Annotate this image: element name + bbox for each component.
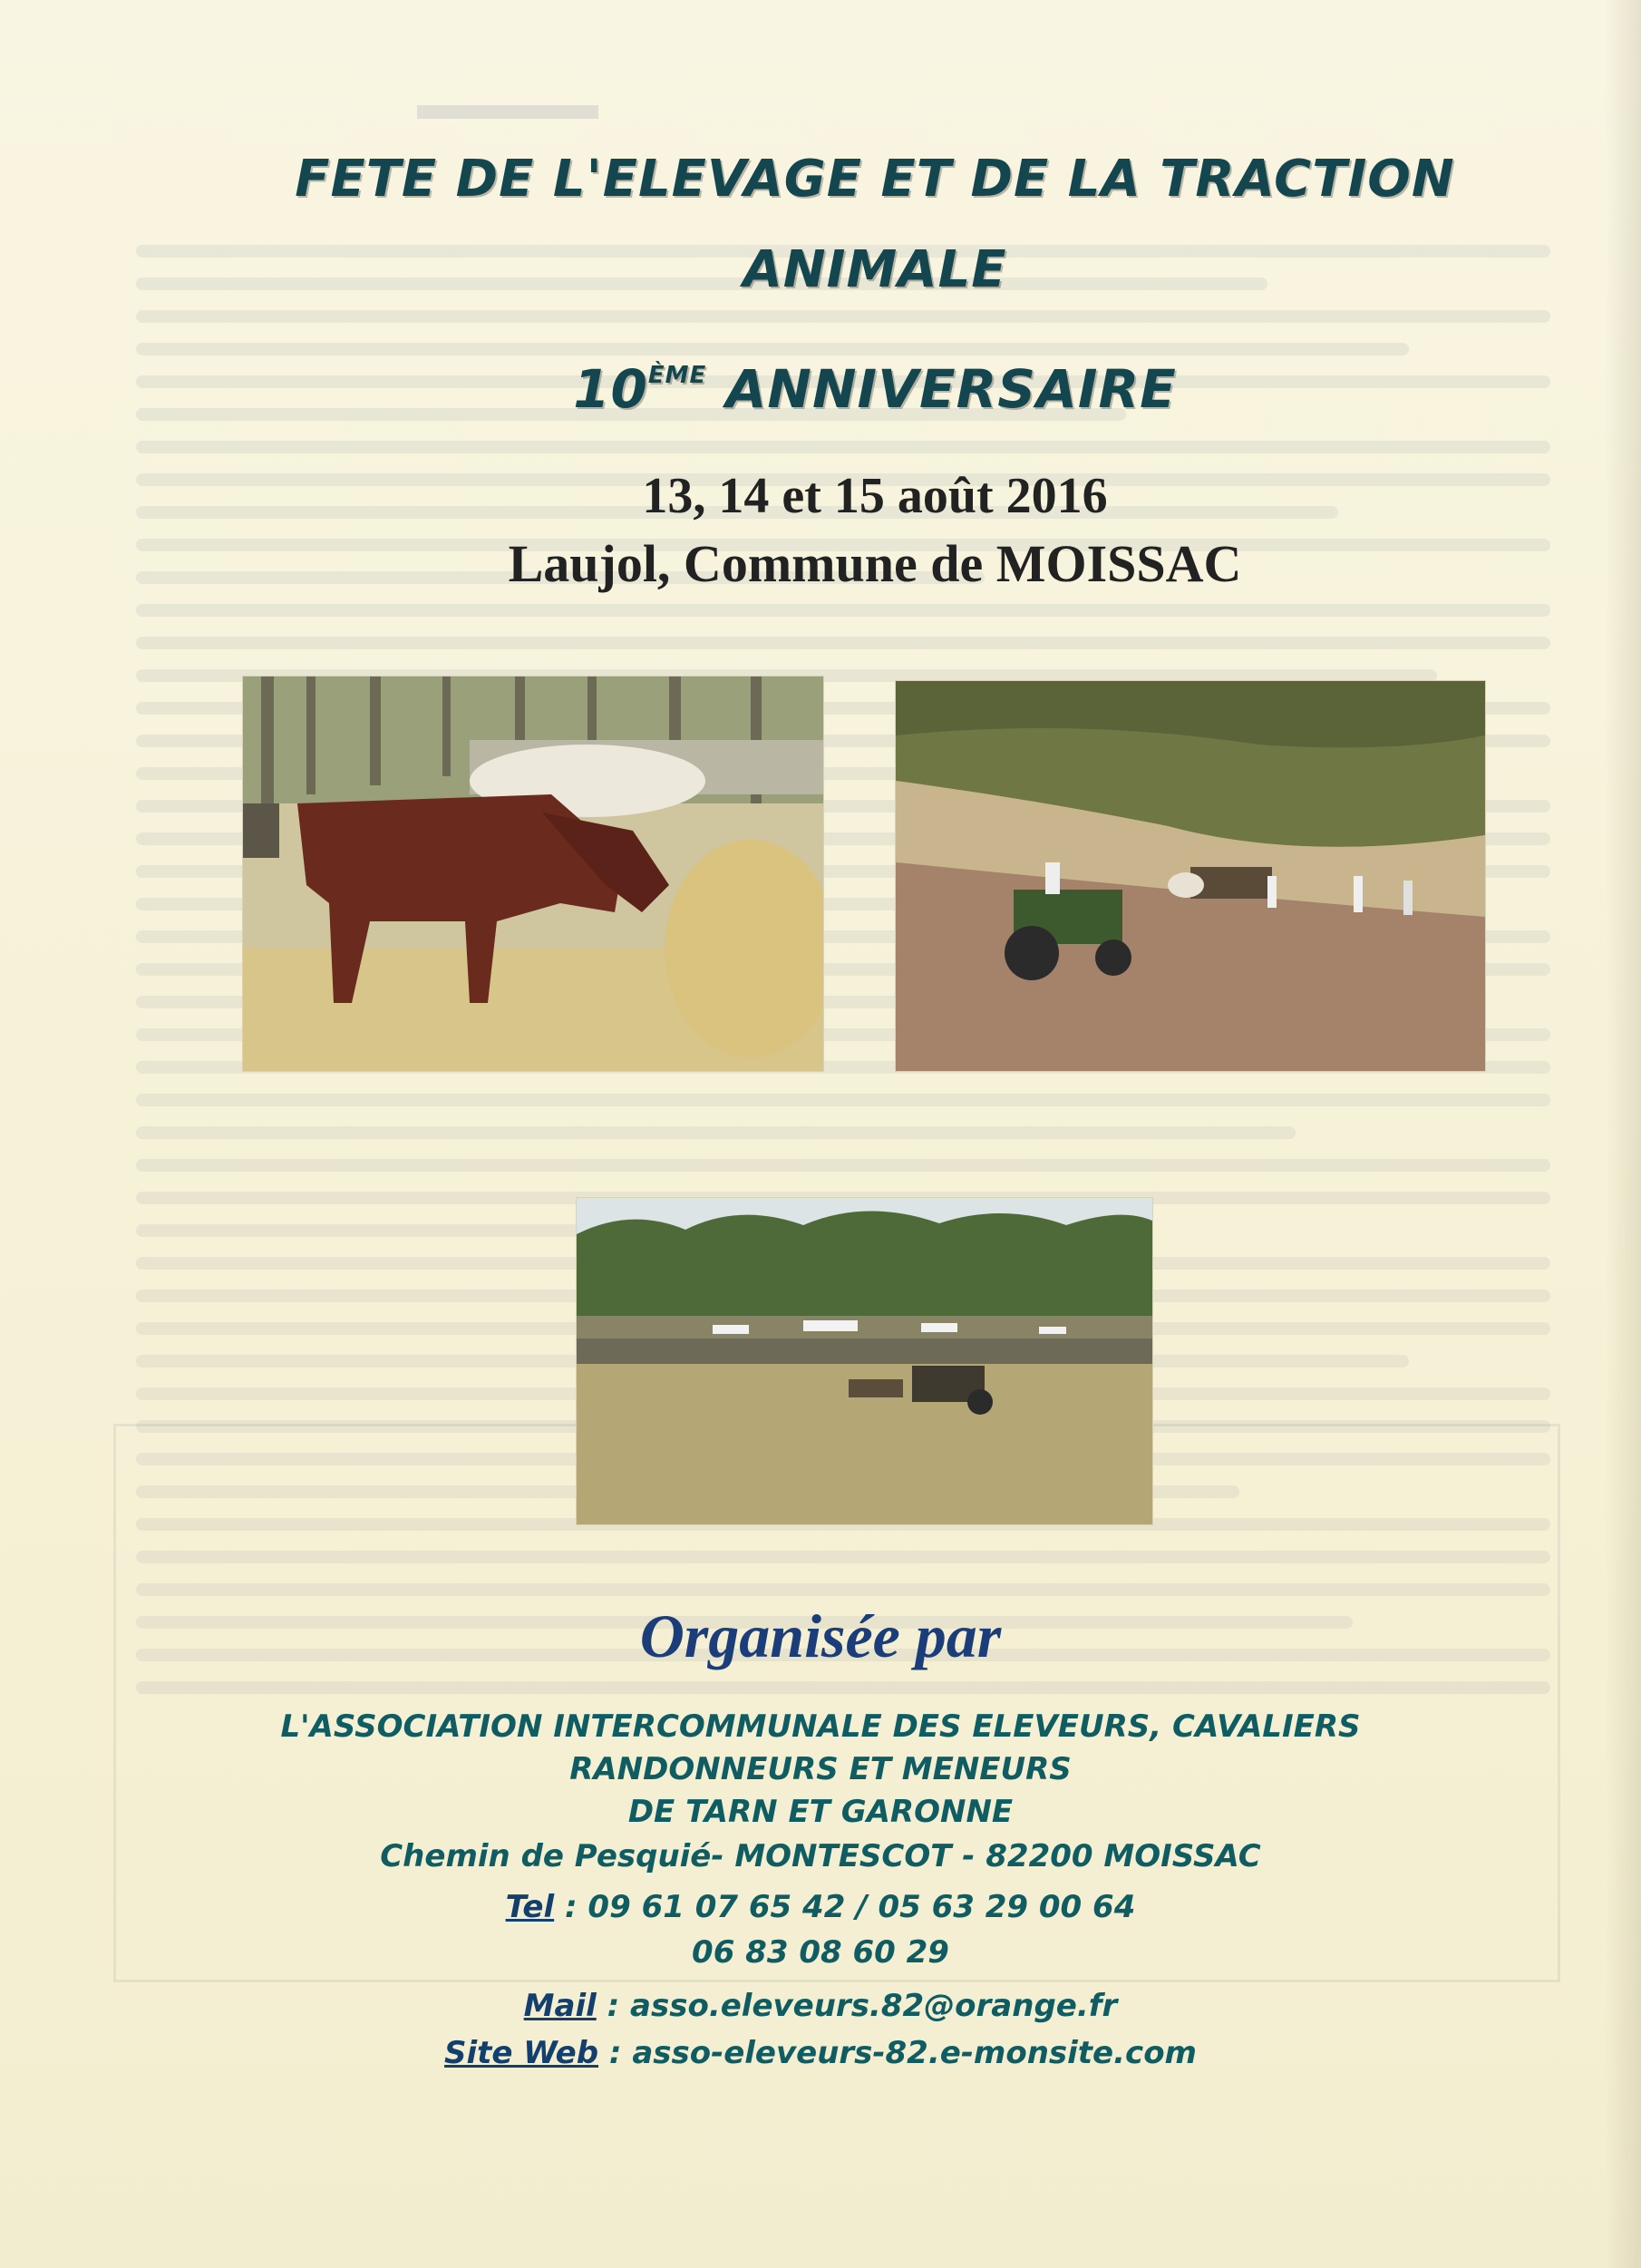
web-label: Site Web (444, 2035, 599, 2071)
anniversary-superscript: ÈME (647, 362, 707, 389)
cattle-photo (242, 676, 824, 1072)
website-url: : asso-eleveurs-82.e-monsite.com (598, 2035, 1197, 2071)
tractor-photo (895, 680, 1486, 1072)
anniversary-heading (54, 358, 1641, 420)
association-address: Chemin de Pesquié- MONTESCOT - 82200 MOISSAC (380, 1838, 1261, 1874)
anniversary-word: ANNIVERSAIRE (725, 358, 1177, 420)
mail-address: : asso.eleveurs.82@orange.fr (596, 1988, 1118, 2024)
telephone-line (0, 1889, 1641, 1925)
paper-edge-shadow (1605, 0, 1641, 2268)
association-name-line2: RANDONNEURS ET MENEURS (569, 1751, 1072, 1787)
anniversary-number: 10 (573, 358, 648, 420)
poster-title-line1: FETE DE L'ELEVAGE ET DE LA TRACTION (295, 150, 1455, 209)
crowd-photo (576, 1197, 1153, 1525)
mail-line (0, 1988, 1641, 2024)
tel-numbers: : 09 61 07 65 42 / 05 63 29 00 64 (554, 1889, 1136, 1925)
association-name-line3: DE TARN ET GARONNE (627, 1794, 1014, 1830)
bleed-through-heading: ▬▬▬▬ (417, 78, 598, 129)
tel-label: Tel (505, 1889, 555, 1925)
mail-label: Mail (523, 1988, 597, 2024)
telephone-mobile: 06 83 08 60 29 (692, 1934, 949, 1971)
event-dates: 13, 14 et 15 août 2016 (642, 468, 1108, 524)
poster-title-line2: ANIMALE (743, 240, 1007, 299)
event-location: Laujol, Commune de MOISSAC (508, 534, 1242, 593)
association-name-line1: L'ASSOCIATION INTERCOMMUNALE DES ELEVEURS, CAVALIERS (280, 1708, 1361, 1745)
website-line (0, 2035, 1641, 2071)
organised-by-heading: Organisée par (639, 1601, 1002, 1670)
